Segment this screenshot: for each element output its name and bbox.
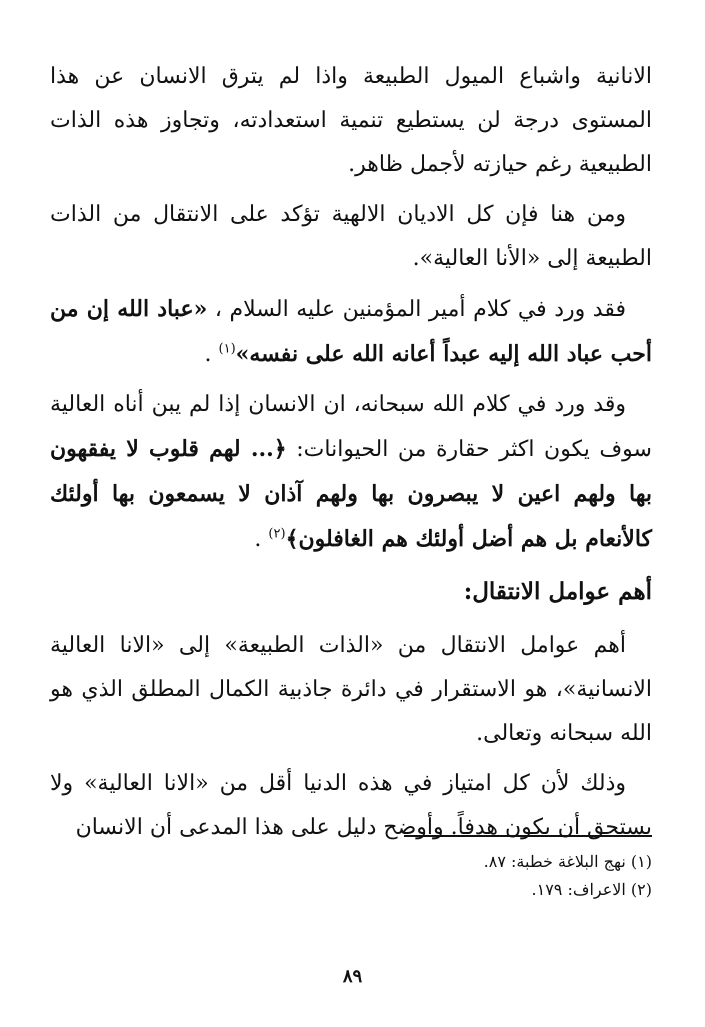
- section-heading: أهم عوامل الانتقال:: [463, 578, 652, 605]
- footnote-1: (١) نهج البلاغة خطبة: ٨٧.: [483, 852, 652, 871]
- footnote-2: (٢) الاعراف: ١٧٩.: [531, 880, 652, 899]
- footnote-divider: [404, 835, 652, 837]
- paragraph-1: الانانية واشباع الميول الطبيعة واذا لم يترق الانسان عن هذا المستوى درجة لن يستطيع تنمية استعدادته، وتجاوز هذه الذات الطبيعية رغم حيازته لأجمل ظاهر.: [50, 64, 652, 177]
- footnote-ref-1: (١): [218, 341, 236, 357]
- paragraph-3-end: .: [204, 342, 219, 367]
- paragraph-2: ومن هنا فإن كل الاديان الالهية تؤكد على الانتقال من الذات الطبيعة إلى «الأنا العالية».: [50, 202, 652, 271]
- hadith-quote: «عباد الله إن من أحب عباد الله إليه عبداً أعانه الله على نفسه»: [50, 296, 652, 367]
- paragraph-4: [50, 383, 652, 562]
- quran-quote: ﴿... لهم قلوب لا يفقهون بها ولهم اعين لا يبصرون بها ولهم آذان لا يسمعون بها أولئك كالأنعام بل هم أضل أولئك هم الغافلون﴾: [50, 436, 652, 552]
- footnotes: [300, 848, 652, 904]
- paragraph-3-intro: فقد ورد في كلام أمير المؤمنين عليه السلام ،: [207, 297, 626, 322]
- paragraph-5: أهم عوامل الانتقال من «الذات الطبيعة» إلى «الانا العالية الانسانية»، هو الاستقرار في دائرة جاذبية الكمال المطلق الذي هو الله سبحانه وتعالى.: [50, 633, 652, 746]
- page-body: [50, 55, 652, 856]
- paragraph-3: [50, 287, 652, 377]
- footnote-ref-2: (٢): [268, 526, 286, 542]
- paragraph-6: وذلك لأن كل امتياز في هذه الدنيا أقل من «الانا العالية» ولا يستحق أن يكون هدفاً. وأوضح دليل على هذا المدعى أن الانسان: [50, 771, 652, 840]
- page-number: ٨٩: [342, 966, 363, 987]
- paragraph-4-end: .: [254, 527, 269, 552]
- paragraph-4-intro: وقد ورد في كلام الله سبحانه، ان الانسان إذا لم يبن أناه العالية سوف يكون اكثر حقارة من الحيوانات:: [50, 392, 652, 462]
